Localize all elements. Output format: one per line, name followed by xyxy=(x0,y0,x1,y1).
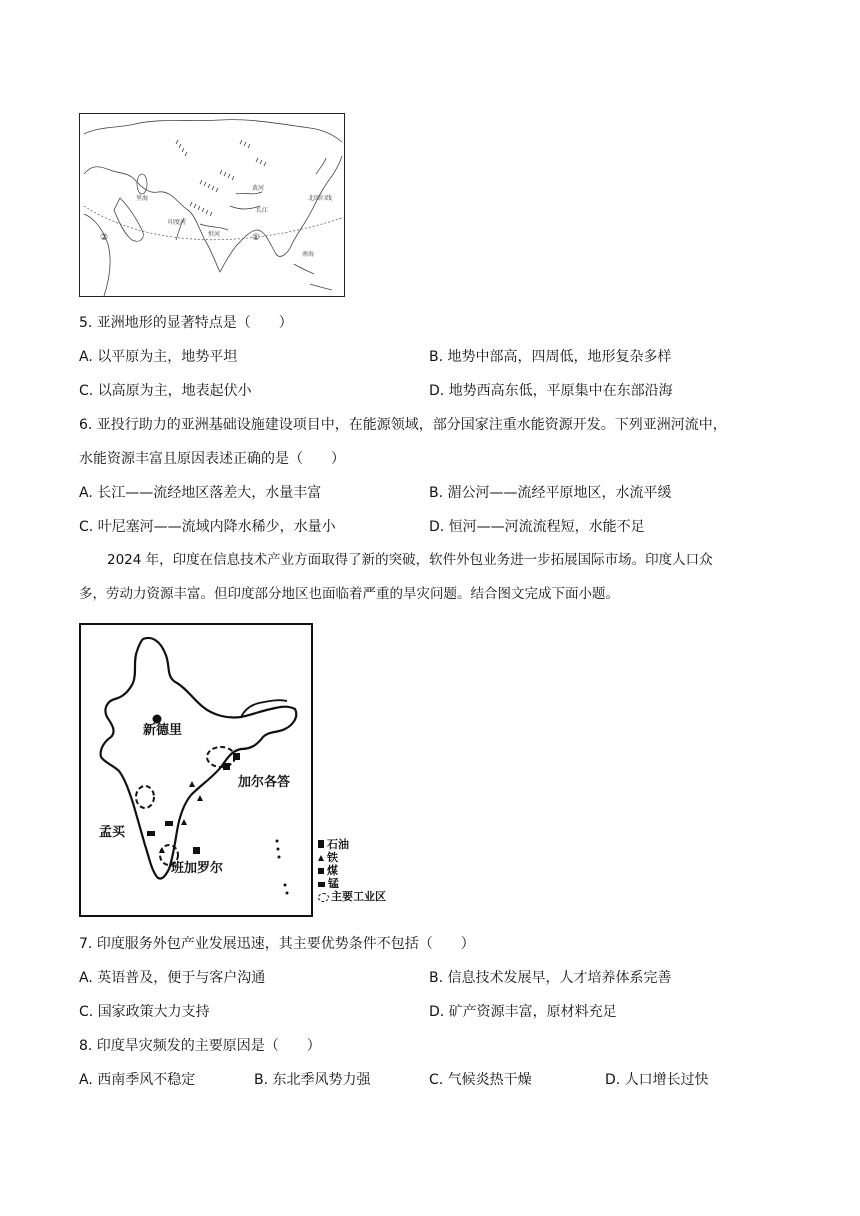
option-text: 恒河——河流流程短，水能不足 xyxy=(448,519,645,535)
option-text: 国家政策大力支持 xyxy=(97,1004,210,1020)
q7-option-d[interactable] xyxy=(429,1002,617,1022)
option-text: 以平原为主，地势平坦 xyxy=(97,349,238,365)
label-yellow-river: 黄河 xyxy=(252,185,265,192)
q5-option-b[interactable] xyxy=(429,347,672,367)
q6-option-d[interactable] xyxy=(429,517,645,537)
india-map-legend xyxy=(318,838,386,903)
option-letter: A. xyxy=(79,1072,93,1088)
option-letter: D. xyxy=(429,383,445,399)
option-letter: A. xyxy=(79,485,93,501)
label-south-china-sea: 南海 xyxy=(302,251,315,258)
q7-option-c[interactable] xyxy=(79,1002,210,1022)
option-text: 矿产资源丰富，原材料充足 xyxy=(448,1004,617,1020)
city-new-delhi: 新德里 xyxy=(143,723,183,738)
legend-item-industrial-zone: 主要工业区 xyxy=(318,890,386,903)
city-bangalore: 班加罗尔 xyxy=(171,861,224,876)
option-letter: A. xyxy=(79,970,93,986)
q8-option-d[interactable] xyxy=(605,1070,709,1090)
option-text: 以高原为主，地表起伏小 xyxy=(97,383,252,399)
legend-item-iron: 铁 xyxy=(318,851,386,864)
q8-option-b[interactable] xyxy=(254,1070,371,1090)
label-ganges: 恒河 xyxy=(208,231,221,238)
coal-icon xyxy=(318,868,324,874)
question-5-stem: 5. 亚洲地形的显著特点是（ ） xyxy=(79,315,293,331)
q7-option-b[interactable] xyxy=(429,968,672,988)
label-yangtze: 长江 xyxy=(256,207,269,214)
question-6-stem-line2: 水能资源丰富且原因表述正确的是（ ） xyxy=(79,451,345,467)
option-letter: D. xyxy=(429,1004,445,1020)
option-text: 地势西高东低，平原集中在东部沿海 xyxy=(448,383,673,399)
option-text: 气候炎热干燥 xyxy=(447,1072,532,1088)
option-letter: B. xyxy=(429,349,444,365)
label-marker-2: ② xyxy=(100,233,109,243)
option-letter: B. xyxy=(254,1072,269,1088)
option-letter: D. xyxy=(429,519,445,535)
question-7-stem: 7. 印度服务外包产业发展迅速，其主要优势条件不包括（ ） xyxy=(79,936,475,952)
passage-line-1: 2024 年，印度在信息技术产业方面取得了新的突破，软件外包业务进一步拓展国际市场。印度人口众 xyxy=(107,552,713,568)
asia-map xyxy=(79,113,345,297)
oil-icon xyxy=(318,840,324,848)
q6-option-a[interactable] xyxy=(79,483,321,503)
label-marker-1: ① xyxy=(252,233,261,243)
q5-option-c[interactable] xyxy=(79,381,252,401)
q6-option-c[interactable] xyxy=(79,517,336,537)
q6-option-b[interactable] xyxy=(429,483,672,503)
city-kolkata: 加尔各答 xyxy=(238,775,291,790)
question-8-stem: 8. 印度旱灾频发的主要原因是（ ） xyxy=(79,1038,321,1054)
passage-line-2: 多，劳动力资源丰富。但印度部分地区也面临着严重的旱灾问题。结合图文完成下面小题。 xyxy=(79,586,619,602)
legend-item-oil: 石油 xyxy=(318,838,386,851)
option-text: 长江——流经地区落差大，水量丰富 xyxy=(97,485,322,501)
india-map xyxy=(79,623,313,917)
option-text: 地势中部高，四周低，地形复杂多样 xyxy=(447,349,672,365)
label-caspian: 里海 xyxy=(136,195,149,202)
option-text: 湄公河——流经平原地区，水流平缓 xyxy=(447,485,672,501)
legend-item-manganese: 锰 xyxy=(318,877,386,890)
question-6-stem-line1: 6. 亚投行助力的亚洲基础设施建设项目中，在能源领域，部分国家注重水能资源开发。下列亚洲河流中， xyxy=(79,417,727,433)
city-mumbai: 孟买 xyxy=(99,825,126,840)
option-letter: A. xyxy=(79,349,93,365)
option-text: 叶尼塞河——流域内降水稀少，水量小 xyxy=(97,519,336,535)
option-letter: B. xyxy=(429,970,444,986)
legend-item-coal: 煤 xyxy=(318,864,386,877)
label-tropic-of-cancer: 北回归线 xyxy=(308,195,333,202)
option-letter: D. xyxy=(605,1072,621,1088)
option-letter: C. xyxy=(429,1072,444,1088)
option-text: 人口增长过快 xyxy=(624,1072,709,1088)
option-text: 西南季风不稳定 xyxy=(97,1072,196,1088)
option-text: 英语普及，便于与客户沟通 xyxy=(97,970,266,986)
option-letter: C. xyxy=(79,519,94,535)
q8-option-a[interactable] xyxy=(79,1070,195,1090)
q8-option-c[interactable] xyxy=(429,1070,532,1090)
asia-map-drawing xyxy=(80,114,344,296)
q5-option-a[interactable] xyxy=(79,347,237,367)
option-letter: C. xyxy=(79,383,94,399)
q5-option-d[interactable] xyxy=(429,381,673,401)
option-letter: C. xyxy=(79,1004,94,1020)
option-letter: B. xyxy=(429,485,444,501)
q7-option-a[interactable] xyxy=(79,968,265,988)
option-text: 信息技术发展早，人才培养体系完善 xyxy=(447,970,672,986)
iron-icon xyxy=(318,855,324,861)
label-indus: 印度河 xyxy=(168,219,187,226)
option-text: 东北季风势力强 xyxy=(272,1072,371,1088)
manganese-icon xyxy=(318,882,325,887)
industrial-zone-icon xyxy=(318,893,329,902)
